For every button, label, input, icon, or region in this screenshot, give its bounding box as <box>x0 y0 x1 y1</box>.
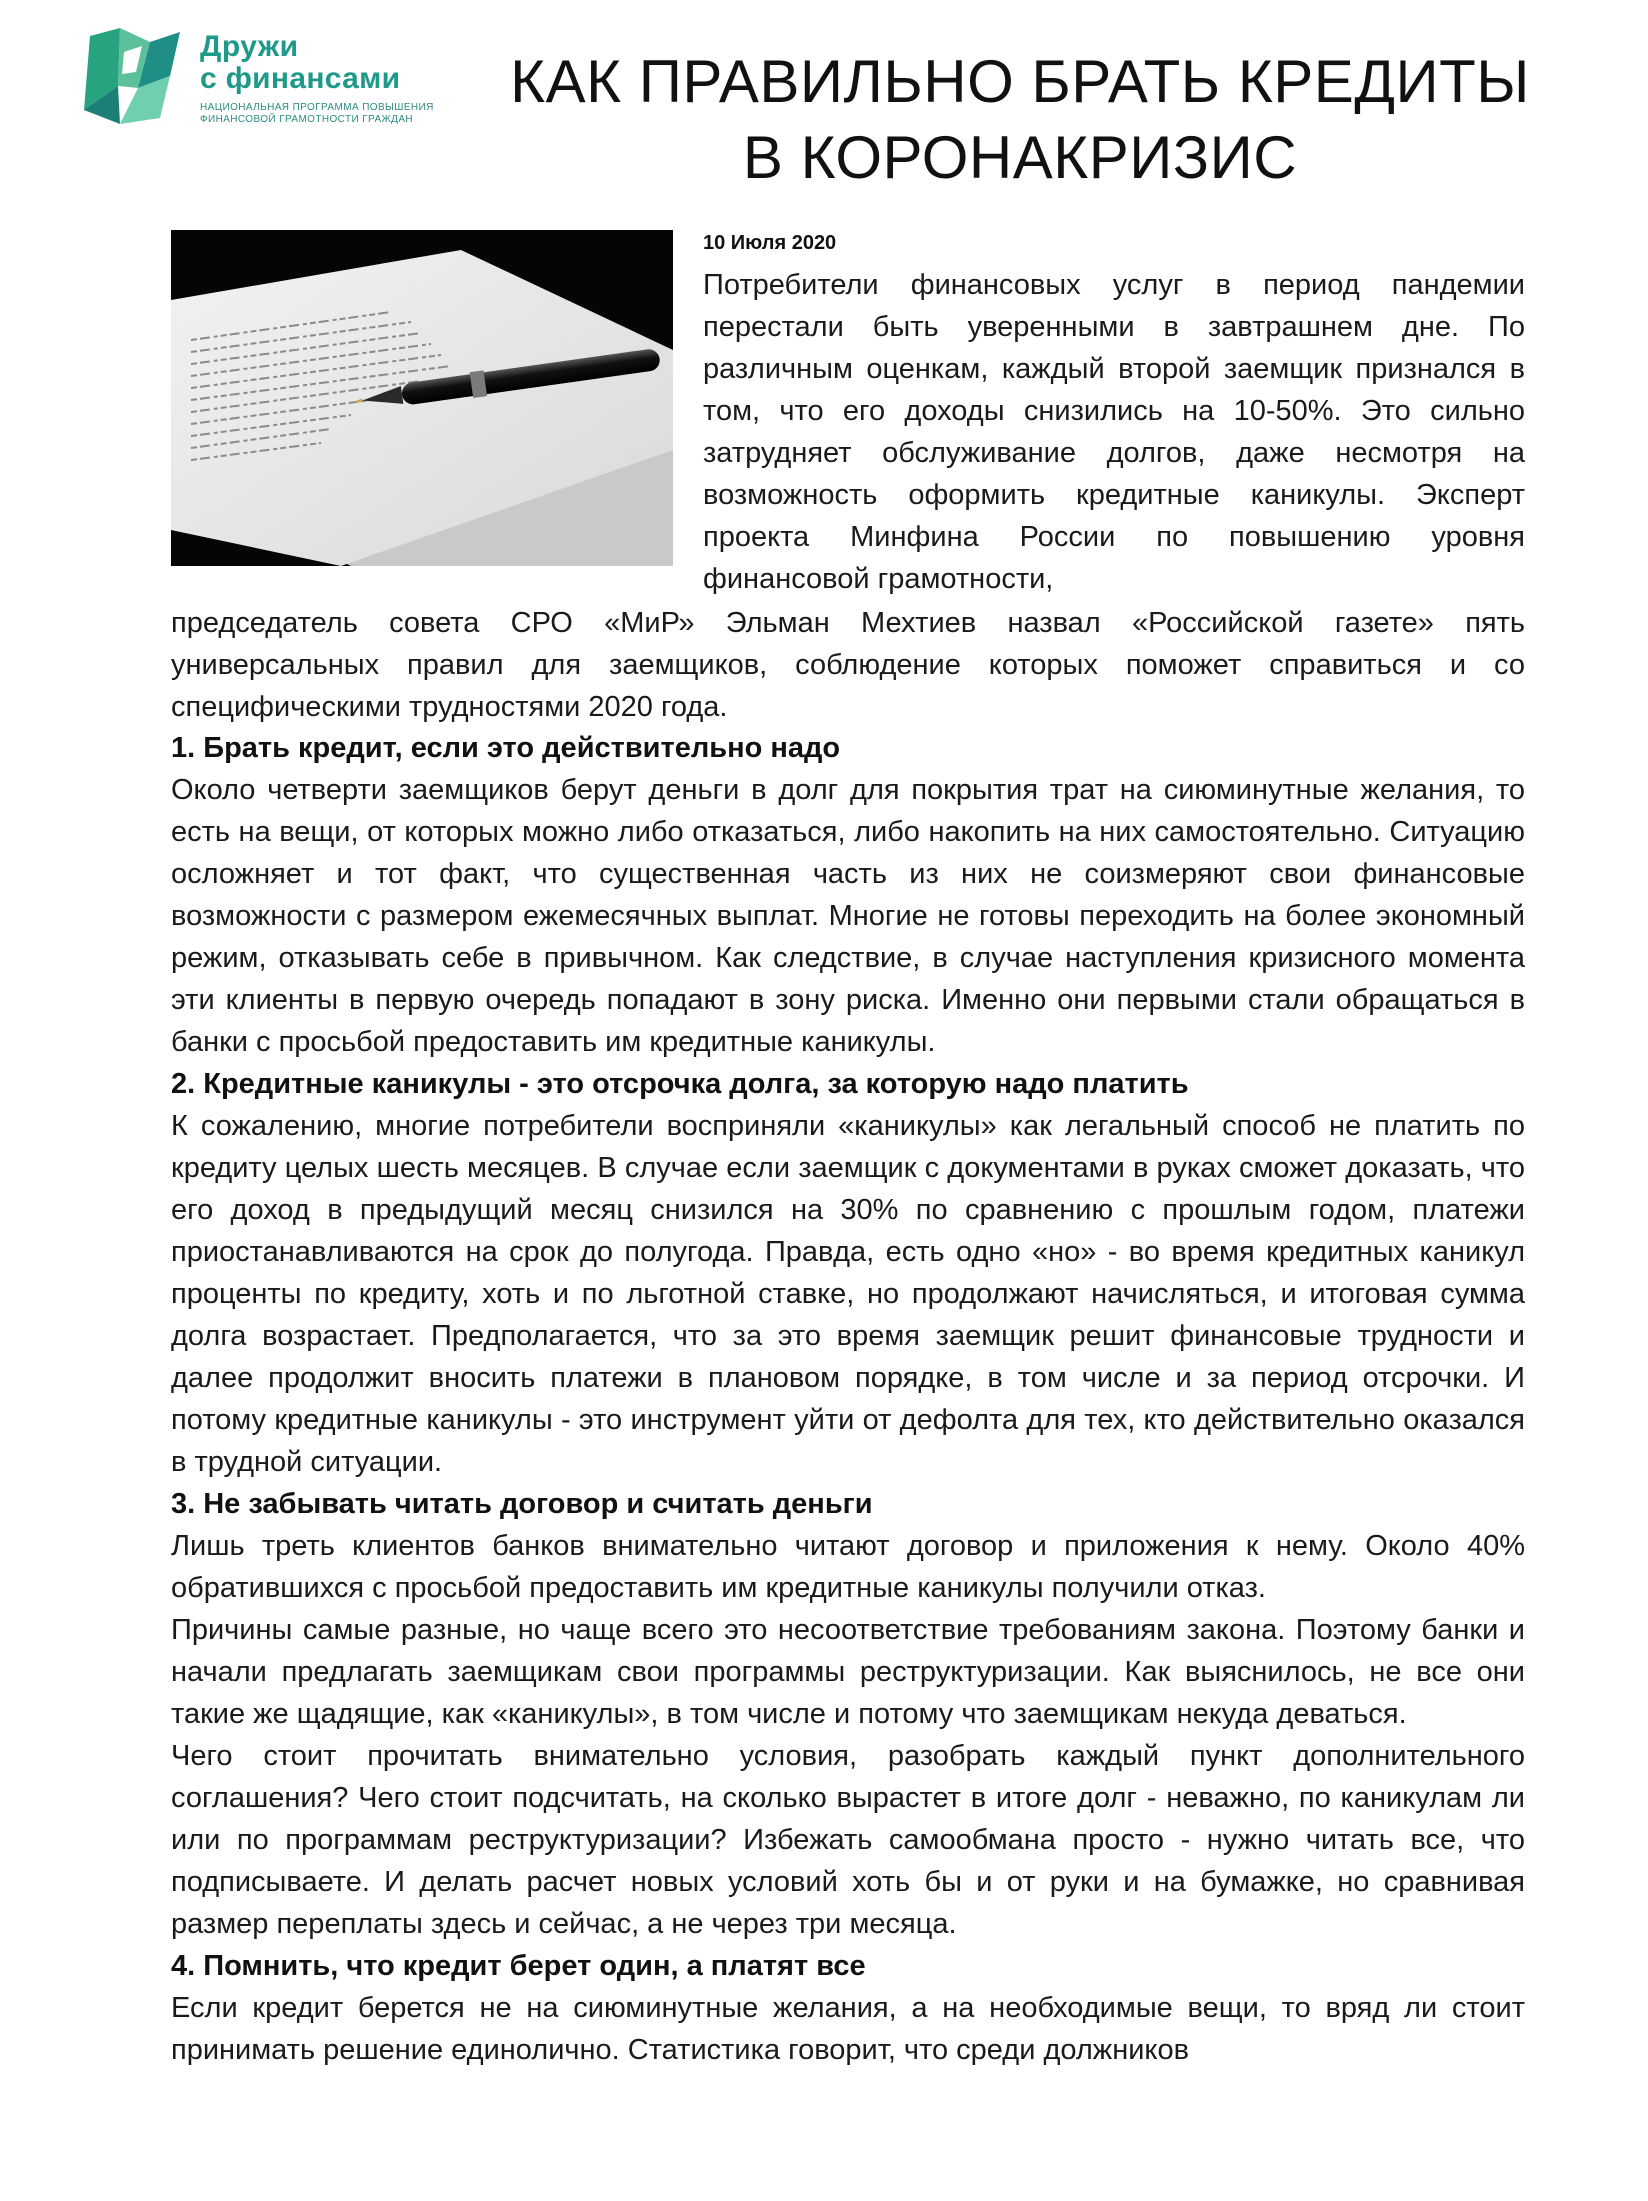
article-date: 10 Июля 2020 <box>703 232 837 254</box>
section-1-paragraph: Около четверти заемщиков берут деньги в долг для покрытия трат на сиюминутные желания, то есть на вещи, от которых можно либо отказаться, либо накопить на них самостоятельно. Ситуацию осложняет и тот факт, что существенная часть из них не соизмеряют свои финансовые возможности с размером ежемесячных выплат. Многие не готовы переходить на более экономный режим, отказывать себе в привычном. Как следствие, в случае наступления кризисного момента эти клиенты в первую очередь попадают в зону риска. Именно они первыми стали обращаться в банки с просьбой предоставить им кредитные каникулы. <box>171 774 1525 1058</box>
intro-paragraph-part2: председатель совета СРО «МиР» Эльман Мехтиев назвал «Российской газете» пять универсальных правил для заемщиков, соблюдение которых поможет справиться и со специфическими трудностями 2020 года. <box>171 607 1525 723</box>
article-photo <box>171 230 673 566</box>
intro-paragraph-part1: Потребители финансовых услуг в период пандемии перестали быть уверенными в завтрашнем дне. По различным оценкам, каждый второй заемщик признался в том, что его доходы снизились на 10-50%. Это сильно затрудняет обслуживание долгов, даже несмотря на возможность оформить кредитные каникулы. Эксперт проекта Минфина России по повышению уровня финансовой грамотности, <box>703 269 1525 595</box>
section-4-paragraph: Если кредит берется не на сиюминутные желания, а на необходимые вещи, то вряд ли стоит принимать решение единолично. Статистика говорит, что среди должников <box>171 1992 1525 2066</box>
section-heading-3: 3. Не забывать читать договор и считать деньги <box>171 1488 873 1520</box>
page-title <box>440 44 1600 196</box>
page-title-line1: КАК ПРАВИЛЬНО БРАТЬ КРЕДИТЫ <box>510 48 1530 115</box>
section-heading-2: 2. Кредитные каникулы - это отсрочка долга, за которую надо платить <box>171 1068 1189 1100</box>
logo <box>80 28 440 124</box>
page-title-line2: В КОРОНАКРИЗИС <box>742 124 1298 191</box>
section-3-paragraph-2: Причины самые разные, но чаще всего это несоответствие требованиям закона. Поэтому банки и начали предлагать заемщикам свои программы реструктуризации. Как выяснилось, не все они такие же щадящие, как «каникулы», в том числе и потому что заемщикам некуда деваться. <box>171 1614 1525 1730</box>
logo-text-line2: с финансами <box>200 62 401 95</box>
logo-mark-icon <box>80 28 190 124</box>
section-3-paragraph-3: Чего стоит прочитать внимательно условия, разобрать каждый пункт дополнительного соглашения? Чего стоит подсчитать, на сколько вырастет в итоге долг - неважно, по каникулам ли или по программам реструктуризации? Избежать самообмана просто - нужно читать все, что подписываете. И делать расчет новых условий хоть бы и от руки и на бумажке, но сравнивая размер переплаты здесь и сейчас, а не через три месяца. <box>171 1740 1525 1940</box>
section-heading-1: 1. Брать кредит, если это действительно надо <box>171 732 841 764</box>
section-heading-4: 4. Помнить, что кредит берет один, а платят все <box>171 1950 866 1982</box>
article-body <box>171 727 1525 2071</box>
logo-text-line1: Дружи <box>200 30 299 63</box>
section-2-paragraph: К сожалению, многие потребители восприняли «каникулы» как легальный способ не платить по кредиту целых шесть месяцев. В случае если заемщик с документами в руках сможет доказать, что его доход в предыдущий месяц снизился на 30% по сравнению с прошлым годом, платежи приостанавливаются на срок до полугода. Правда, есть одно «но» - во время кредитных каникул проценты по кредиту, хоть и по льготной ставке, но продолжают начисляться, и итоговая сумма долга возрастает. Предполагается, что за это время заемщик решит финансовые трудности и далее продолжит вносить платежи в плановом порядке, в том числе и за период отсрочки. И потому кредитные каникулы - это инструмент уйти от дефолта для тех, кто действительно оказался в трудной ситуации. <box>171 1110 1525 1478</box>
section-3-paragraph-1: Лишь треть клиентов банков внимательно читают договор и приложения к нему. Около 40% обратившихся с просьбой предоставить им кредитные каникулы получили отказ. <box>171 1530 1525 1604</box>
logo-subtitle-line1: НАЦИОНАЛЬНАЯ ПРОГРАММА ПОВЫШЕНИЯ <box>200 102 434 113</box>
logo-subtitle-line2: ФИНАНСОВОЙ ГРАМОТНОСТИ ГРАЖДАН <box>200 114 414 125</box>
